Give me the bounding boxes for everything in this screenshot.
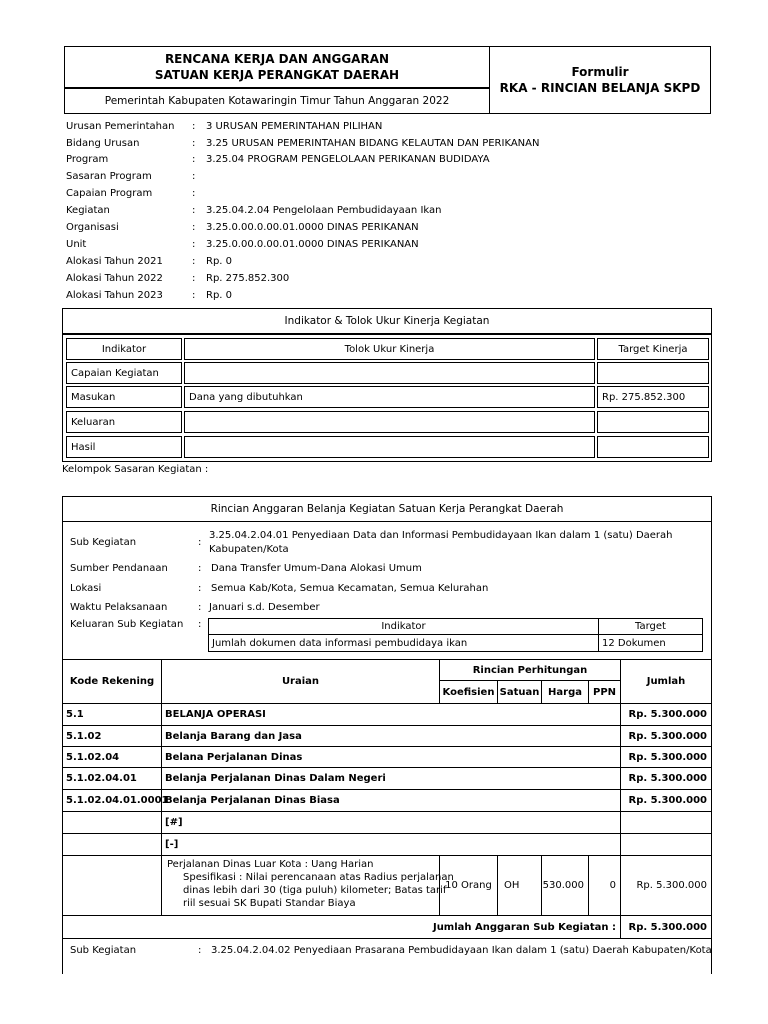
waktu-label: Waktu Pelaksanaan [70,602,168,613]
jumlah-text: Rp. 5.300.000 [628,751,707,763]
info-label: Program [66,154,109,165]
koefisien-header [439,680,498,704]
rincian-title-text: Rincian Anggaran Belanja Kegiatan Satuan Kerja Perangkat Daerah [210,503,564,515]
lokasi-value: Semua Kab/Kota, Semua Kecamatan, Semua Kelurahan [211,583,489,594]
kode-cell [62,833,162,856]
kode-cell [62,789,169,812]
info-label: Organisasi [66,222,119,233]
info-colon: : [192,273,196,284]
uraian-text: Belanja Barang dan Jasa [165,730,302,742]
info-label: Alokasi Tahun 2021 [66,256,163,267]
info-value: 3.25.04.2.04 Pengelolaan Pembudidayaan Ikan [206,205,442,216]
indicator-col-header [66,338,182,360]
jumlah-text: Rp. 5.300.000 [628,709,707,720]
detail-kode-cell [62,855,162,916]
info-colon: : [192,188,196,199]
tolok-col-header [184,338,595,360]
keluaran-target-text: 12 Dokumen [602,637,666,649]
sub-kegiatan-label: Sub Kegiatan [70,537,137,548]
total-value: Rp. 5.300.000 [628,921,707,933]
info-label: Sasaran Program [66,171,152,182]
header-title-line1: RENCANA KERJA DAN ANGGARAN [164,52,390,66]
detail-jumlah-text: Rp. 5.300.000 [636,880,707,891]
keluaran-indikator-cell [208,634,599,652]
jumlah-text: Rp. 5.300.000 [628,795,707,806]
detail-koefisien-text: 10 Orang [445,880,492,891]
kode-cell [62,725,162,747]
info-value: Rp. 275.852.300 [206,273,290,284]
uraian-text: [-] [165,839,179,850]
tolok-cell-text: Dana yang dibutuhkan [189,391,303,403]
info-colon: : [192,290,196,301]
info-label: Urusan Pemerintahan [66,121,175,132]
kode-rekening-header-text: Kode Rekening [69,676,155,687]
total-label: Jumlah Anggaran Sub Kegiatan : [432,921,616,933]
target-col-header [597,338,709,360]
info-colon: : [192,256,196,267]
keluaran-target-cell [598,634,703,652]
kode-cell [62,811,162,834]
detail-uraian-cell [161,855,454,916]
government-line-text: Pemerintah Kabupaten Kotawaringin Timur Tahun Anggaran 2022 [104,95,450,107]
keluaran-col-target-text: Target [635,621,666,632]
jumlah-text: Rp. 5.300.000 [628,773,707,784]
jumlah-cell [620,833,712,856]
uraian-header [161,659,440,704]
detail-ppn-text: 0 [609,880,616,891]
jumlah-text: Rp. 5.300.000 [628,730,707,742]
indicator-cell-text: Masukan [71,391,116,403]
kelompok-sasaran: Kelompok Sasaran Kegiatan : [62,464,209,475]
ppn-header [588,680,621,704]
indicator-cell-text: Keluaran [71,416,116,428]
info-label: Capaian Program [66,188,153,199]
info-label: Alokasi Tahun 2022 [66,273,163,284]
info-label: Alokasi Tahun 2023 [66,290,163,301]
detail-koefisien-cell [439,855,498,916]
government-line [64,88,490,114]
sub-kegiatan-value-line2: Kabupaten/Kota [209,544,289,555]
sumber-colon: : [198,563,202,574]
jumlah-cell [620,789,712,812]
target-cell [597,411,709,433]
kode-text: 5.1.02.04 [66,751,120,763]
info-value: Rp. 0 [206,256,233,267]
koefisien-header-text: Koefisien [442,686,495,698]
uraian-cell [161,746,621,768]
uraian-cell [161,703,621,726]
rincian-perhitungan-header [439,659,621,681]
kode-cell [62,767,162,790]
info-value: 3.25 URUSAN PEMERINTAHAN BIDANG KELAUTAN DAN PERIKANAN [206,138,540,149]
detail-satuan-text: OH [504,880,520,891]
uraian-cell [161,833,621,856]
detail-jumlah-cell [620,855,712,916]
jumlah-cell [620,767,712,790]
indicator-col-header-text: Indikator [101,343,147,355]
indicator-cell-text: Capaian Kegiatan [71,367,159,379]
indicator-cell [66,362,182,384]
lokasi-colon: : [198,583,202,594]
tolok-cell [184,436,595,458]
satuan-header [497,680,542,704]
uraian-text: Belana Perjalanan Dinas [165,751,303,763]
satuan-header-text: Satuan [499,686,540,698]
formulir-box [489,46,711,114]
detail-harga-text: 530.000 [542,880,584,891]
lokasi-label: Lokasi [70,583,102,594]
sub-kegiatan-colon: : [198,537,202,548]
kode-text: 5.1.02 [66,730,102,742]
header-title-box [64,46,490,88]
rincian-perhitungan-header-text: Rincian Perhitungan [472,664,588,676]
jumlah-cell [620,746,712,768]
keluaran-label: Keluaran Sub Kegiatan [70,619,184,630]
uraian-text: BELANJA OPERASI [165,709,266,720]
ppn-header-text: PPN [592,686,617,698]
uraian-text: [#] [165,817,183,828]
target-col-header-text: Target Kinerja [618,343,688,355]
jumlah-header [620,659,712,704]
indicator-cell-text: Hasil [71,441,96,453]
detail-satuan-cell [497,855,542,916]
info-colon: : [192,205,196,216]
jumlah-header-text: Jumlah [646,676,686,687]
info-colon: : [192,121,196,132]
waktu-colon: : [198,602,202,613]
indicator-cell [66,411,182,433]
keluaran-colon: : [198,619,202,630]
uraian-header-text: Uraian [281,676,320,687]
info-colon: : [192,171,196,182]
target-cell-text: Rp. 275.852.300 [602,391,686,403]
next-sub-kegiatan-label: Sub Kegiatan [70,945,137,956]
indicator-cell [66,386,182,408]
jumlah-cell [620,811,712,834]
target-cell [597,436,709,458]
sumber-label: Sumber Pendanaan [70,563,168,574]
next-sub-kegiatan-value: 3.25.04.2.04.02 Penyediaan Prasarana Pembudidayaan Ikan dalam 1 (satu) Daerah Kabupaten/Kota [211,945,712,956]
info-label: Unit [66,239,87,250]
detail-line4: riil sesuai SK Bupati Standar Biaya [183,898,356,909]
harga-header [541,680,589,704]
kode-text: 5.1 [66,709,84,720]
uraian-text: Belanja Perjalanan Dinas Dalam Negeri [165,773,386,784]
indicator-title [62,308,712,334]
total-label-cell [62,915,621,939]
sumber-value: Dana Transfer Umum-Dana Alokasi Umum [211,563,422,574]
info-value: 3.25.04 PROGRAM PENGELOLAAN PERIKANAN BUDIDAYA [206,154,490,165]
kode-cell [62,703,162,726]
kode-rekening-header [62,659,162,704]
uraian-text: Belanja Perjalanan Dinas Biasa [165,795,340,806]
info-colon: : [192,239,196,250]
uraian-cell [161,811,621,834]
uraian-cell [161,725,621,747]
target-cell [597,386,709,408]
uraian-cell [161,789,621,812]
jumlah-cell [620,703,712,726]
uraian-cell [161,767,621,790]
info-value: 3 URUSAN PEMERINTAHAN PILIHAN [206,121,383,132]
target-cell [597,362,709,384]
info-colon: : [192,222,196,233]
info-label: Bidang Urusan [66,138,140,149]
tolok-cell [184,362,595,384]
sub-kegiatan-value-line1: 3.25.04.2.04.01 Penyediaan Data dan Informasi Pembudidayaan Ikan dalam 1 (satu) Daerah [209,530,673,541]
indicator-title-text: Indikator & Tolok Ukur Kinerja Kegiatan [284,315,490,327]
kode-text: 5.1.02.04.01.0001 [66,795,169,806]
info-label: Kegiatan [66,205,110,216]
rincian-title [62,496,712,522]
kode-text: 5.1.02.04.01 [66,773,137,784]
tolok-col-header-text: Tolok Ukur Kinerja [344,343,435,355]
indicator-cell [66,436,182,458]
keluaran-indikator-text: Jumlah dokumen data informasi pembudidaya ikan [212,637,468,649]
tolok-cell [184,411,595,433]
detail-line3: dinas lebih dari 30 (tiga puluh) kilometer; Batas tarif [183,885,447,896]
detail-line1: Perjalanan Dinas Luar Kota : Uang Harian [167,859,374,870]
keluaran-col-indikator [208,618,599,635]
header-title-line2: SATUAN KERJA PERANGKAT DAERAH [154,68,400,82]
kode-cell [62,746,162,768]
info-value: 3.25.0.00.0.00.01.0000 DINAS PERIKANAN [206,239,419,250]
keluaran-col-indikator-text: Indikator [381,621,426,632]
info-value: Rp. 0 [206,290,233,301]
detail-ppn-cell [588,855,621,916]
harga-header-text: Harga [548,686,582,698]
formulir-label: Formulir [571,65,629,79]
formulir-name: RKA - RINCIAN BELANJA SKPD [499,81,701,95]
detail-harga-cell [541,855,589,916]
total-value-cell [620,915,712,939]
info-value: 3.25.0.00.0.00.01.0000 DINAS PERIKANAN [206,222,419,233]
jumlah-cell [620,725,712,747]
next-sub-kegiatan-colon: : [198,945,202,956]
keluaran-col-target [598,618,703,635]
info-colon: : [192,154,196,165]
tolok-cell [184,386,595,408]
info-colon: : [192,138,196,149]
detail-line2: Spesifikasi : Nilai perencanaan atas Radius perjalanan [183,872,454,883]
waktu-value: Januari s.d. Desember [209,602,320,613]
